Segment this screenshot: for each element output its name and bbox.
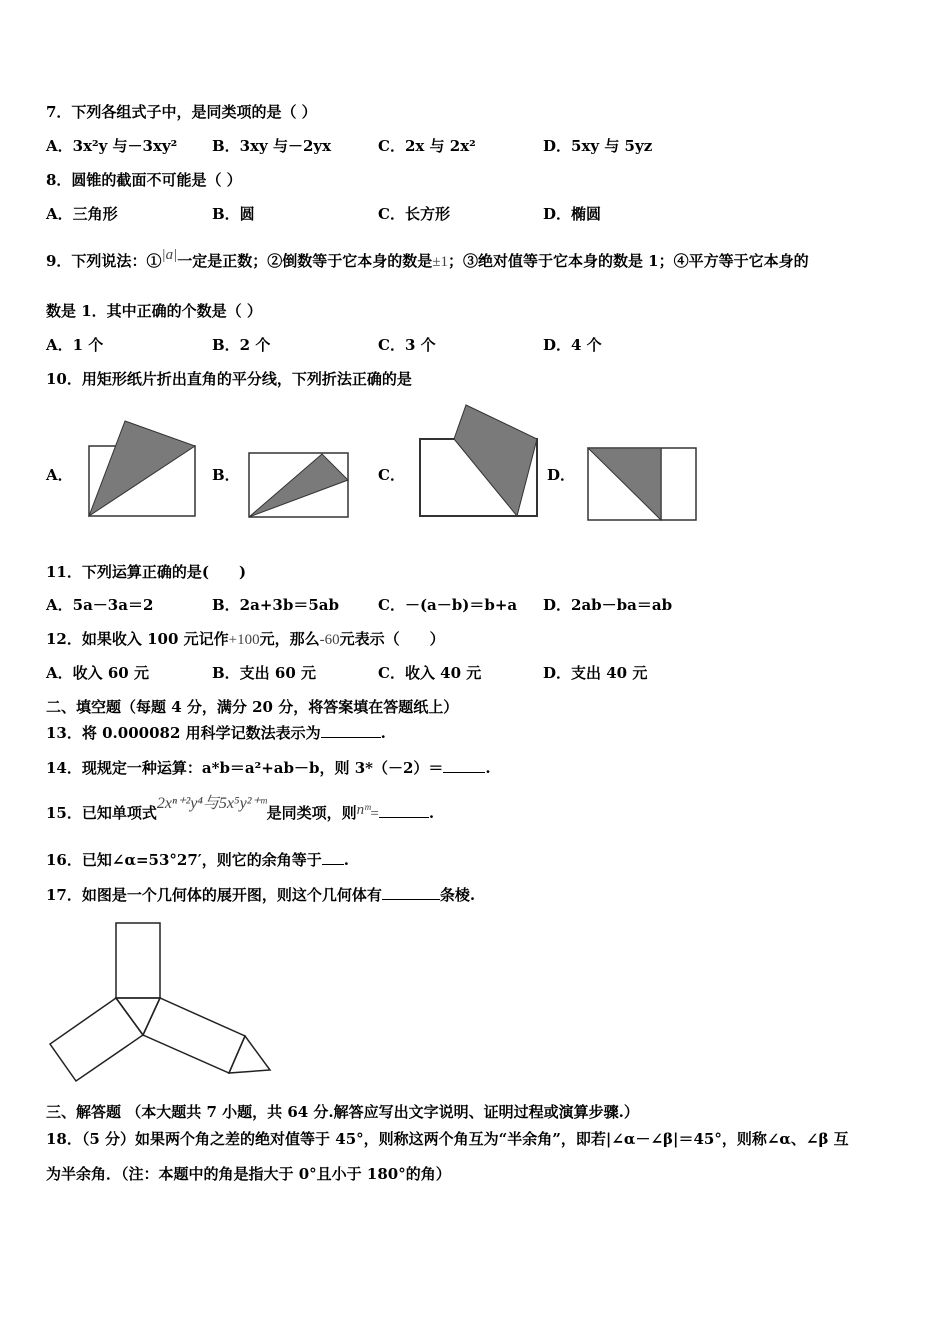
q10-label-b: B． [212, 466, 240, 484]
q12-option-a: A．收入 60 元 [46, 664, 149, 682]
q12-option-d: D．支出 40 元 [543, 664, 648, 682]
q11-option-c: C．－(a－b)＝b+a [378, 596, 518, 614]
q12-stem-part2: 元，那么 [259, 630, 320, 648]
q12-stem-part1: 12．如果收入 100 元记作 [46, 630, 229, 648]
q13-end: . [380, 724, 386, 742]
q17-text: 17．如图是一个几何体的展开图，则这个几何体有 [46, 886, 382, 904]
q18-line1: 18．（5 分）如果两个角之差的绝对值等于 45°，则称这两个角互为“半余角”，即若|∠α－∠β|＝45°，则称∠α、∠β 互 [46, 1130, 849, 1148]
q15-answer-blank[interactable] [379, 803, 429, 818]
q9-option-a: A．1 个 [46, 336, 104, 354]
q16-text: 16．已知∠α=53°27′，则它的余角等于 [46, 851, 322, 869]
q18-line2: 为半余角．（注：本题中的角是指大于 0°且小于 180°的角） [46, 1165, 451, 1183]
q9-stem-part1: 9．下列说法：① [46, 252, 162, 270]
q7-option-b: B．3xy 与－2yx [212, 137, 332, 155]
q15-stem-part2: 是同类项，则 [266, 804, 357, 822]
q15-end: . [428, 804, 435, 822]
q13-text: 13．将 0.000082 用科学记数法表示为 [46, 724, 321, 742]
q10-figure-b [246, 450, 352, 522]
q14-end: . [485, 759, 491, 777]
section3-heading: 三、解答题 （本大题共 7 小题，共 64 分.解答应写出文字说明、证明过程或演算步骤.） [46, 1103, 639, 1121]
q9-stem [46, 247, 809, 272]
q9-stem-part3: ；③绝对值等于它本身的数是 1；④平方等于它本身的 [447, 252, 809, 270]
q13-answer-blank[interactable] [321, 723, 381, 738]
q9-stem-line2: 数是 1．其中正确的个数是（ ） [46, 302, 262, 320]
q12-stem [46, 629, 445, 650]
q15-eq: = [370, 806, 379, 822]
q9-option-d: D．4 个 [543, 336, 602, 354]
q7-option-c: C．2x 与 2x² [378, 137, 476, 155]
q8-option-c: C．长方形 [378, 205, 450, 223]
q17-stem [46, 885, 475, 905]
q12-option-b: B．支出 60 元 [212, 664, 316, 682]
q17-end: 条棱. [439, 886, 476, 904]
q8-option-a: A．三角形 [46, 205, 118, 223]
q16-answer-blank[interactable] [322, 850, 344, 865]
q15-stem [46, 795, 435, 824]
q10-label-c: C． [378, 466, 405, 484]
q10-label-a: A． [46, 466, 73, 484]
q12-stem-part3: 元表示（ ） [339, 630, 445, 648]
q15-expr: 2xⁿ⁺²y⁴与5x⁵y²⁺ᵐ [156, 795, 267, 812]
q11-option-d: D．2ab－ba＝ab [543, 596, 673, 614]
q8-option-b: B．圆 [212, 205, 255, 223]
q10-figure-c [416, 402, 542, 522]
q7-stem: 7．下列各组式子中，是同类项的是（ ） [46, 103, 317, 121]
q15-stem-part1: 15．已知单项式 [46, 804, 157, 822]
q11-stem: 11．下列运算正确的是( ) [46, 563, 247, 581]
q14-stem [46, 758, 491, 778]
q10-figure-d [585, 445, 701, 525]
q7-option-a: A．3x²y 与－3xy² [46, 137, 178, 155]
q12-option-c: C．收入 40 元 [378, 664, 482, 682]
q10-figure-a [84, 418, 204, 526]
q9-option-c: C．3 个 [378, 336, 436, 354]
q10-label-d: D． [547, 466, 576, 484]
q9-option-b: B．2 个 [212, 336, 271, 354]
q17-net-figure [46, 918, 276, 1086]
q8-option-d: D．椭圆 [543, 205, 602, 223]
q16-stem [46, 850, 349, 870]
q7-option-d: D．5xy 与 5yz [543, 137, 653, 155]
q9-stem-part2: 一定是正数；②倒数等于它本身的数是 [177, 252, 433, 270]
q9-abs-a: |a| [161, 247, 178, 263]
q15-nm: nᵐ [356, 802, 371, 818]
q17-answer-blank[interactable] [382, 885, 440, 900]
q12-plus100: +100 [228, 632, 260, 648]
q11-option-b: B．2a+3b＝5ab [212, 596, 339, 614]
q14-text: 14．现规定一种运算：a*b＝a²+ab－b，则 3*（－2）＝ [46, 759, 444, 777]
section2-heading: 二、填空题（每题 4 分，满分 20 分，将答案填在答题纸上） [46, 698, 459, 716]
q10-stem: 10．用矩形纸片折出直角的平分线，下列折法正确的是 [46, 370, 412, 388]
q11-option-a: A．5a－3a＝2 [46, 596, 154, 614]
q14-answer-blank[interactable] [443, 758, 485, 773]
q9-pm1: ±1 [432, 254, 448, 270]
q13-stem [46, 723, 386, 743]
q16-end: . [343, 851, 349, 869]
q12-minus60: -60 [319, 632, 340, 648]
q8-stem: 8．圆锥的截面不可能是（ ） [46, 171, 242, 189]
